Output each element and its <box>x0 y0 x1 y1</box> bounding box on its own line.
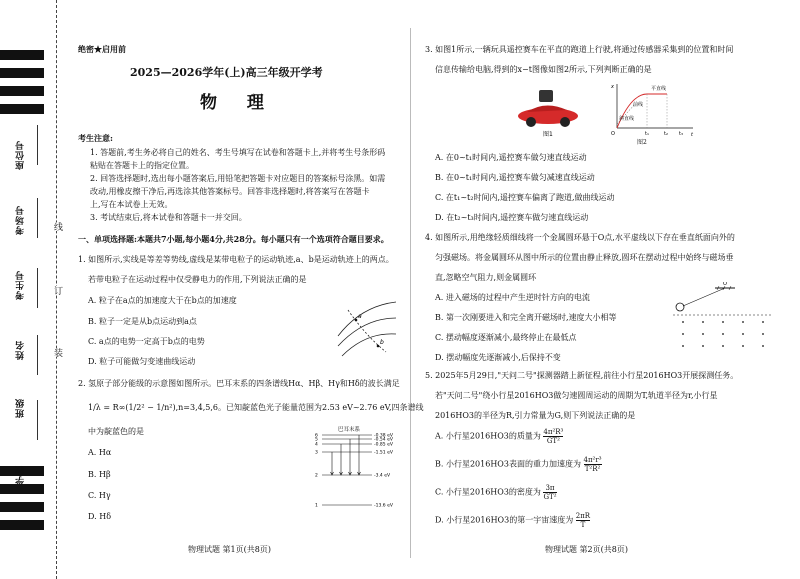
level-energy-label: -3.4 eV <box>374 473 391 479</box>
stripe <box>0 520 44 530</box>
fraction <box>543 484 556 501</box>
q1-stem: 若带电粒子在运动过程中仅受静电力的作用,下列说法正确的是 <box>88 275 307 284</box>
exam-title: 2025—2026学年(上)高三年级开学考 <box>130 66 323 79</box>
q4-stem: 4. 如图所示,用绝缘轻质细线将一个金属圆环悬于O点,水平虚线以下存在垂直纸面向外的 <box>425 233 735 242</box>
level-energy-label: -0.54 eV <box>374 437 393 443</box>
name-label: 姓名 <box>16 340 26 360</box>
examinee-label: 考生号 <box>16 270 26 300</box>
flat-label: 平直线 <box>651 86 667 92</box>
q4-option-a: A. 进入磁场的过程中产生逆时针方向的电流 <box>435 293 590 302</box>
q2-option-b: B. Hβ <box>88 470 111 479</box>
svg-text:a: a <box>358 313 362 320</box>
q1-option-c: C. a点的电势一定高于b点的电势 <box>88 337 205 346</box>
q4-option-c: C. 摆动幅度逐渐减小,最终停止在最低点 <box>435 333 577 342</box>
q1-option-a: A. 粒子在a点的加速度大于在b点的加速度 <box>88 296 237 305</box>
slope-label: 斜直线 <box>619 116 635 122</box>
q3-stem: 3. 如图1所示,一辆玩具遥控赛车在平直的跑道上行驶,将通过传感器采集到的位置和时间 <box>425 45 734 54</box>
denominator: T <box>580 521 586 529</box>
q1-option-b: B. 粒子一定是从b点运动到a点 <box>88 317 197 326</box>
note-line: 粘贴在答题卡上的指定位置。 <box>90 161 194 170</box>
pivot-label: O <box>723 282 727 287</box>
option-text: C. 小行星2016HO3的密度为 <box>435 487 541 497</box>
school-label: 学校 <box>16 465 26 485</box>
denominator: GT² <box>546 437 560 445</box>
fraction <box>584 456 602 473</box>
q2-formula: 1/λ = R∞(1/2² − 1/n²),n=3,4,5,6。已知靛蓝色光子能量范围为2.53 eV~2.76 eV,四条谱线 <box>88 403 424 412</box>
q5-option-b <box>435 456 602 473</box>
energy-level-diagram <box>312 425 400 510</box>
room-label: 考场号 <box>16 205 26 235</box>
q2-option-c: C. Hγ <box>88 491 111 500</box>
note-line: 2. 回答选择题时,选出每小题答案后,用铅笔把答题卡对应题目的答案标号涂黑。如需 <box>90 174 386 183</box>
level-energy-label: -0.85 eV <box>374 442 393 448</box>
q3-option-b: B. 在0~t₁时间内,遥控赛车做匀减速直线运动 <box>435 173 595 182</box>
q2-option-d: D. Hδ <box>88 512 112 521</box>
q1-figure <box>336 296 398 358</box>
page-2 <box>425 0 775 579</box>
q2-stem: 中为靛蓝色的是 <box>88 427 144 436</box>
t1-label: t₁ <box>645 131 649 137</box>
binding-word: 订 <box>52 286 62 295</box>
stripe <box>0 50 44 60</box>
q5-option-c <box>435 484 557 501</box>
q4-stem: 直,忽略空气阻力,则金属圆环 <box>435 273 537 282</box>
field-line <box>37 335 38 375</box>
level-n-label: 6 <box>315 433 318 439</box>
curve-label: 前线 <box>633 102 644 108</box>
note-line: 3. 考试结束后,将本试卷和答题卡一并交回。 <box>90 213 247 222</box>
axis-t-label: t <box>691 132 693 138</box>
level-n-label: 2 <box>315 473 318 479</box>
q5-option-a <box>435 428 563 445</box>
binding-word: 装 <box>52 348 62 357</box>
numerator: 2πR <box>575 512 591 520</box>
field-line <box>37 198 38 238</box>
field-line <box>37 125 38 165</box>
stripe <box>0 484 44 494</box>
page-footer: 物理试题 第1页(共8页) <box>188 545 271 554</box>
level-energy-label: -0.38 eV <box>374 433 393 439</box>
pendulum-figure <box>673 282 773 350</box>
figure-title: 巴耳末系 <box>338 427 361 433</box>
q4-option-d: D. 摆动幅度先逐渐减小,后保持不变 <box>435 353 561 362</box>
stripe <box>0 104 44 114</box>
note-line: 改动,用橡皮擦干净后,再选涂其他答案标号。回答非选择题时,将答案写在答题卡 <box>90 187 370 196</box>
origin-label: O <box>611 131 615 137</box>
fraction <box>576 512 590 529</box>
note-line: 上,写在本试卷上无效。 <box>90 200 173 209</box>
q3-option-a: A. 在0~t₁时间内,遥控赛车做匀速直线运动 <box>435 153 587 162</box>
level-energy-label: -13.6 eV <box>374 503 393 509</box>
subject-title: 物 理 <box>200 93 276 113</box>
field-line <box>37 400 38 440</box>
fig1-caption: 图1 <box>543 131 553 138</box>
field-line <box>37 268 38 308</box>
t2-label: t₂ <box>664 131 668 137</box>
note-line: 1. 答题前,考生务必将自己的姓名、考生号填写在试卷和答题卡上,并将考生号条形码 <box>90 148 386 157</box>
seat-label: 座位号 <box>16 140 26 170</box>
toy-car-image <box>515 86 581 138</box>
x-t-graph <box>605 80 697 140</box>
level-n-label: 5 <box>315 437 318 443</box>
q1-stem: 1. 如图所示,实线是等差等势线,虚线是某带电粒子的运动轨迹,a、b是运动轨迹上的两点。 <box>78 255 394 264</box>
numerator: 4π²R³ <box>543 428 564 436</box>
class-label: 班级 <box>16 398 26 418</box>
svg-text:b: b <box>380 339 384 346</box>
option-text: D. 小行星2016HO3的第一宇宙速度为 <box>435 515 574 525</box>
page-1 <box>78 0 424 579</box>
level-n-label: 4 <box>315 442 318 448</box>
fraction <box>543 428 563 445</box>
denominator: GT² <box>543 493 557 501</box>
numerator: 3π <box>543 484 556 493</box>
q3-option-c: C. 在t₁~t₂时间内,遥控赛车偏离了跑道,做曲线运动 <box>435 193 615 202</box>
q5-stem: 2016HO3的半径为R,引力常量为G,则下列说法正确的是 <box>435 411 636 420</box>
q1-option-d: D. 粒子可能做匀变速曲线运动 <box>88 357 196 366</box>
page-divider <box>410 28 411 558</box>
q5-stem: 若"天问二号"绕小行星2016HO3做匀速圆周运动的周期为T,轨道半径为r,小行星 <box>435 391 718 400</box>
q5-option-d <box>435 512 590 529</box>
stripe <box>0 502 44 512</box>
denominator: T²R² <box>584 465 601 473</box>
level-energy-label: -1.51 eV <box>374 450 393 456</box>
fig2-caption: 图2 <box>637 139 647 146</box>
level-n-label: 1 <box>315 503 318 509</box>
section-title: 一、单项选择题:本题共7小题,每小题4分,共28分。每小题只有一个选项符合题目要求。 <box>78 234 389 244</box>
secret-mark: 绝密★启用前 <box>78 44 126 54</box>
q5-stem: 5. 2025年5月29日,"天问二号"探测器踏上新征程,前往小行星2016HO3开展探测任务。 <box>425 371 739 380</box>
t3-label: t₃ <box>679 131 683 137</box>
numerator: 4π²r³ <box>583 456 602 464</box>
stripe <box>0 86 44 96</box>
q3-stem: 信息传输给电脑,得到的x−t图像如图2所示,下列判断正确的是 <box>435 65 652 74</box>
level-n-label: 3 <box>315 450 318 456</box>
q4-stem: 匀强磁场。将金属圆环从图中所示的位置由静止释放,圆环在摆动过程中始终与磁场垂 <box>435 253 734 262</box>
page-footer: 物理试题 第2页(共8页) <box>545 545 628 554</box>
q4-option-b: B. 第一次刚要进入和完全离开磁场时,速度大小相等 <box>435 313 617 322</box>
q2-stem: 2. 氢原子部分能级的示意图如图所示。巴耳末系的四条谱线Hα、Hβ、Hγ和Hδ的波长满足 <box>78 379 400 388</box>
stripe <box>0 68 44 78</box>
option-text: A. 小行星2016HO3的质量为 <box>435 431 541 441</box>
q2-option-a: A. Hα <box>88 448 112 457</box>
binding-word: 线 <box>52 222 62 231</box>
notes-title: 考生注意: <box>78 133 113 143</box>
axis-x-label: x <box>611 84 614 90</box>
option-text: B. 小行星2016HO3表面的重力加速度为 <box>435 459 581 469</box>
q3-option-d: D. 在t₂~t₃时间内,遥控赛车做匀速直线运动 <box>435 213 589 222</box>
